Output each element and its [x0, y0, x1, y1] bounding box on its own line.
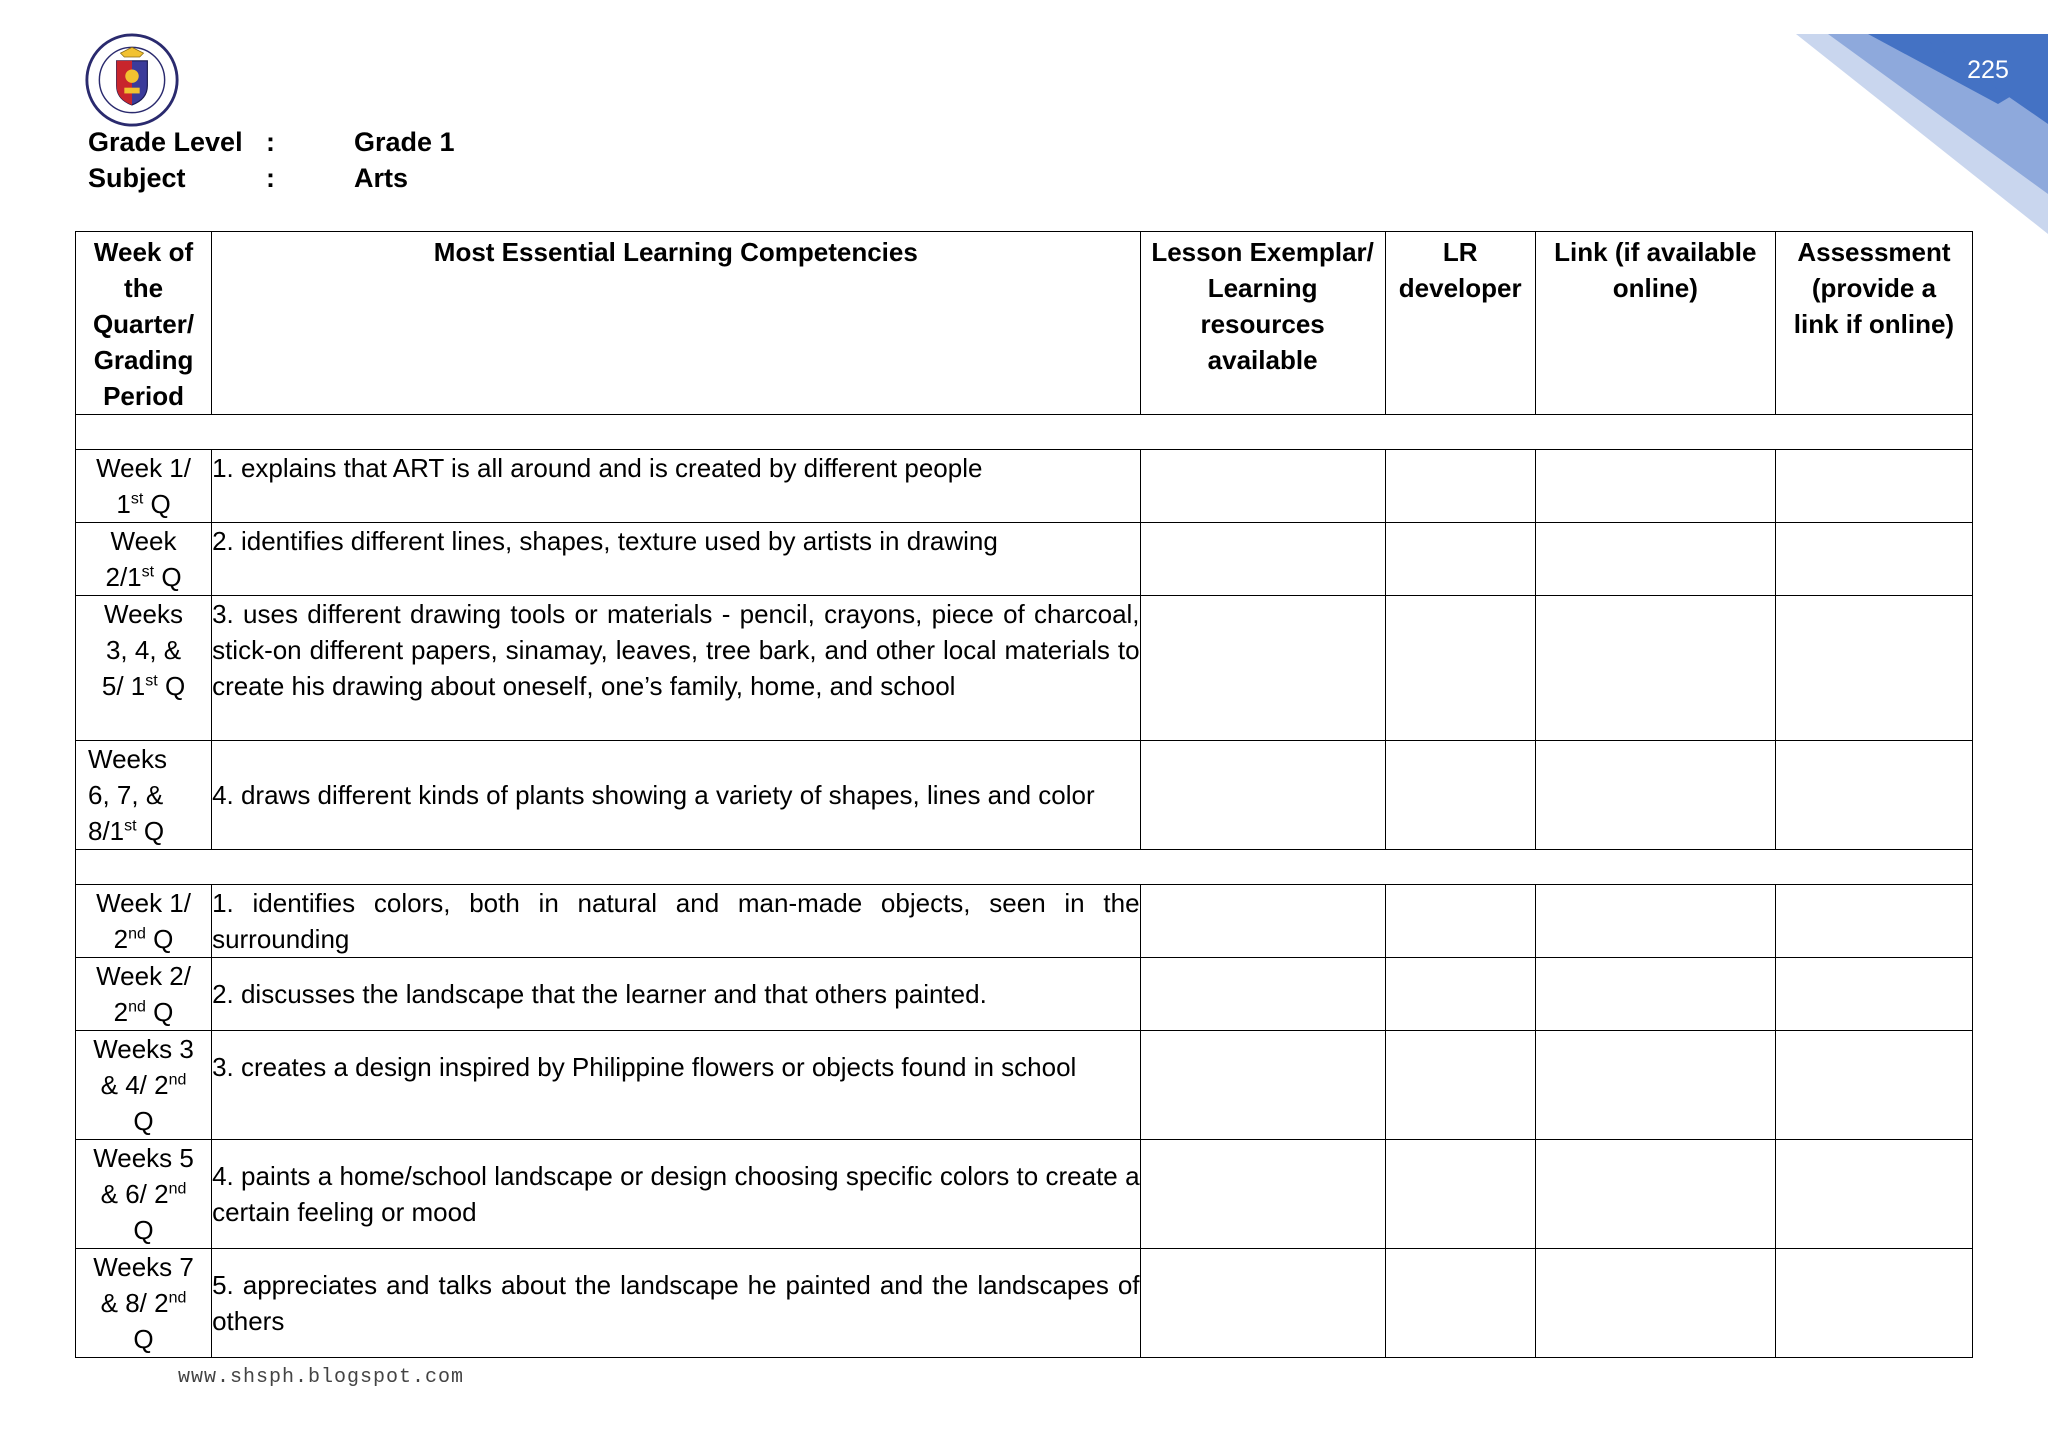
link-cell: [1535, 741, 1775, 850]
deped-seal-logo: [84, 32, 180, 128]
lr-developer-cell: [1385, 596, 1535, 741]
competency-cell: 3. uses different drawing tools or materials - pencil, crayons, piece of charcoal, stick-on different papers, sinamay, leaves, tree bark, and other local materials to create his drawing about oneself, one’s family, home, and school: [212, 596, 1140, 741]
quarter-separator-row: [76, 850, 1973, 885]
table-row: [76, 958, 1973, 1031]
link-cell: [1535, 1031, 1775, 1140]
document-meta: [88, 124, 455, 196]
column-header-week: Week of the Quarter/ Grading Period: [76, 232, 212, 415]
lesson-cell: [1140, 596, 1385, 741]
assessment-cell: [1775, 523, 1972, 596]
column-header-lr-developer: LR developer: [1385, 232, 1535, 415]
competency-cell: 1. explains that ART is all around and is created by different people: [212, 450, 1140, 523]
column-header-competencies: Most Essential Learning Competencies: [212, 232, 1140, 415]
link-cell: [1535, 958, 1775, 1031]
assessment-cell: [1775, 885, 1972, 958]
link-cell: [1535, 1249, 1775, 1358]
footer-watermark-url: www.shsph.blogspot.com: [178, 1366, 465, 1389]
competency-cell: 2. discusses the landscape that the learner and that others painted.: [212, 958, 1140, 1031]
lr-developer-cell: [1385, 1031, 1535, 1140]
table-row: [76, 596, 1973, 741]
assessment-cell: [1775, 596, 1972, 741]
week-cell: Week 1/ 2nd Q: [76, 885, 212, 958]
link-cell: [1535, 596, 1775, 741]
week-cell: Weeks 5 & 6/ 2nd Q: [76, 1140, 212, 1249]
link-cell: [1535, 1140, 1775, 1249]
competency-cell: 4. draws different kinds of plants showing a variety of shapes, lines and color: [212, 741, 1140, 850]
column-header-link: Link (if available online): [1535, 232, 1775, 415]
lr-developer-cell: [1385, 885, 1535, 958]
table-row: [76, 741, 1973, 850]
grade-level-label: Grade Level: [88, 127, 243, 157]
colon: :: [266, 163, 275, 193]
page-number: 225: [1967, 56, 2009, 84]
lesson-cell: [1140, 885, 1385, 958]
table-row: [76, 450, 1973, 523]
assessment-cell: [1775, 450, 1972, 523]
table-row: [76, 885, 1973, 958]
table-header-row: [76, 232, 1973, 415]
quarter-separator-row: [76, 415, 1973, 450]
assessment-cell: [1775, 1031, 1972, 1140]
week-cell: Week 2/ 2nd Q: [76, 958, 212, 1031]
table-row: [76, 1031, 1973, 1140]
lr-developer-cell: [1385, 450, 1535, 523]
lr-developer-cell: [1385, 958, 1535, 1031]
competencies-table: [75, 231, 1973, 1358]
lesson-cell: [1140, 741, 1385, 850]
week-cell: Weeks 3 & 4/ 2nd Q: [76, 1031, 212, 1140]
assessment-cell: [1775, 741, 1972, 850]
competency-cell: 4. paints a home/school landscape or design choosing specific colors to create a certain feeling or mood: [212, 1140, 1140, 1249]
lesson-cell: [1140, 1140, 1385, 1249]
grade-level-value: Grade 1: [354, 127, 455, 157]
subject-row: [88, 160, 455, 196]
assessment-cell: [1775, 958, 1972, 1031]
week-cell: Week 1/ 1st Q: [76, 450, 212, 523]
week-cell: Week 2/1st Q: [76, 523, 212, 596]
column-header-assessment: Assessment (provide a link if online): [1775, 232, 1972, 415]
link-cell: [1535, 450, 1775, 523]
table-row: [76, 523, 1973, 596]
link-cell: [1535, 885, 1775, 958]
colon: :: [266, 127, 275, 157]
lr-developer-cell: [1385, 1249, 1535, 1358]
competency-cell: 5. appreciates and talks about the landscape he painted and the landscapes of others: [212, 1249, 1140, 1358]
assessment-cell: [1775, 1249, 1972, 1358]
lesson-cell: [1140, 1249, 1385, 1358]
table-row: [76, 1249, 1973, 1358]
subject-label: Subject: [88, 163, 186, 193]
subject-value: Arts: [354, 163, 409, 193]
lesson-cell: [1140, 1031, 1385, 1140]
week-cell: Weeks 6, 7, & 8/1st Q: [76, 741, 212, 850]
lesson-cell: [1140, 450, 1385, 523]
week-cell: Weeks 7 & 8/ 2nd Q: [76, 1249, 212, 1358]
lr-developer-cell: [1385, 523, 1535, 596]
link-cell: [1535, 523, 1775, 596]
competency-cell: 2. identifies different lines, shapes, texture used by artists in drawing: [212, 523, 1140, 596]
lesson-cell: [1140, 523, 1385, 596]
week-cell: Weeks 3, 4, & 5/ 1st Q: [76, 596, 212, 741]
column-header-lesson-exemplar: Lesson Exemplar/ Learning resources available: [1140, 232, 1385, 415]
lesson-cell: [1140, 958, 1385, 1031]
competency-cell: 1. identifies colors, both in natural and man-made objects, seen in the surrounding: [212, 885, 1140, 958]
grade-level-row: [88, 124, 455, 160]
lr-developer-cell: [1385, 1140, 1535, 1249]
table-row: [76, 1140, 1973, 1249]
assessment-cell: [1775, 1140, 1972, 1249]
competency-cell: 3. creates a design inspired by Philippine flowers or objects found in school: [212, 1031, 1140, 1140]
lr-developer-cell: [1385, 741, 1535, 850]
